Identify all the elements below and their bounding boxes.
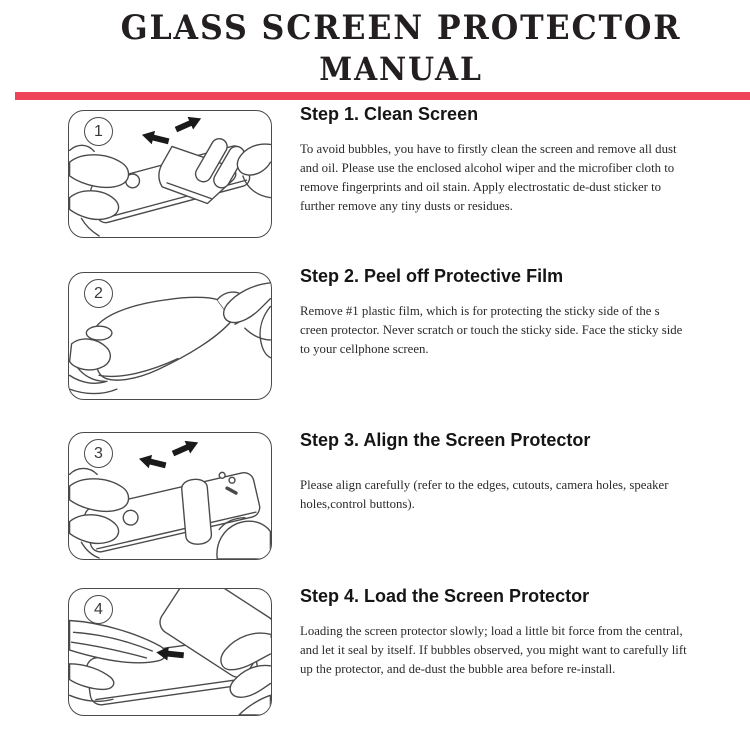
step-3-heading: Step 3. Align the Screen Protector bbox=[300, 430, 591, 450]
step-4-body: Loading the screen protector slowly; load a little bit force from the central, and let it seal by itself. If bubbles observed, you might want to carefully lift up the protector, and de-dust the bubble area before re-install. bbox=[300, 624, 687, 676]
step-4-number-badge: 4 bbox=[84, 595, 113, 624]
step-1-body: To avoid bubbles, you have to firstly clean the screen and remove all dust and oil. Please use the enclosed alcohol wiper and the microfiber cloth to remove fingerprints and oil stain. Apply electrostatic de-dust sticker to further remove any tiny dusts or residues. bbox=[300, 142, 677, 213]
step-2-text bbox=[300, 266, 688, 359]
step-1-heading: Step 1. Clean Screen bbox=[300, 104, 479, 124]
step-1-number-badge: 1 bbox=[84, 117, 113, 146]
step-4-heading: Step 4. Load the Screen Protector bbox=[300, 586, 590, 606]
step-3-illustration-panel bbox=[68, 432, 272, 560]
step-2-number-badge: 2 bbox=[84, 279, 113, 308]
step-2-body: Remove #1 plastic film, which is for protecting the sticky side of the s creen protector. Never scratch or touch the sticky side. Face the sticky side to your cellphone screen. bbox=[300, 304, 683, 356]
step-3-text bbox=[300, 430, 688, 514]
step-1-text bbox=[300, 104, 688, 216]
page-title bbox=[52, 10, 750, 88]
page-title-line2: MANUAL bbox=[319, 50, 483, 89]
page-title-line1: GLASS SCREEN PROTECTOR bbox=[120, 8, 682, 48]
step-3-body: Please align carefully (refer to the edges, cutouts, camera holes, speaker holes,control buttons). bbox=[300, 478, 669, 511]
step-2-heading: Step 2. Peel off Protective Film bbox=[300, 266, 564, 286]
step-4-illustration-panel bbox=[68, 588, 272, 716]
title-divider-rule bbox=[15, 92, 750, 100]
step-4-text bbox=[300, 586, 688, 679]
step-1-illustration-panel bbox=[68, 110, 272, 238]
step-2-illustration-panel bbox=[68, 272, 272, 400]
step-3-number-badge: 3 bbox=[84, 439, 113, 468]
